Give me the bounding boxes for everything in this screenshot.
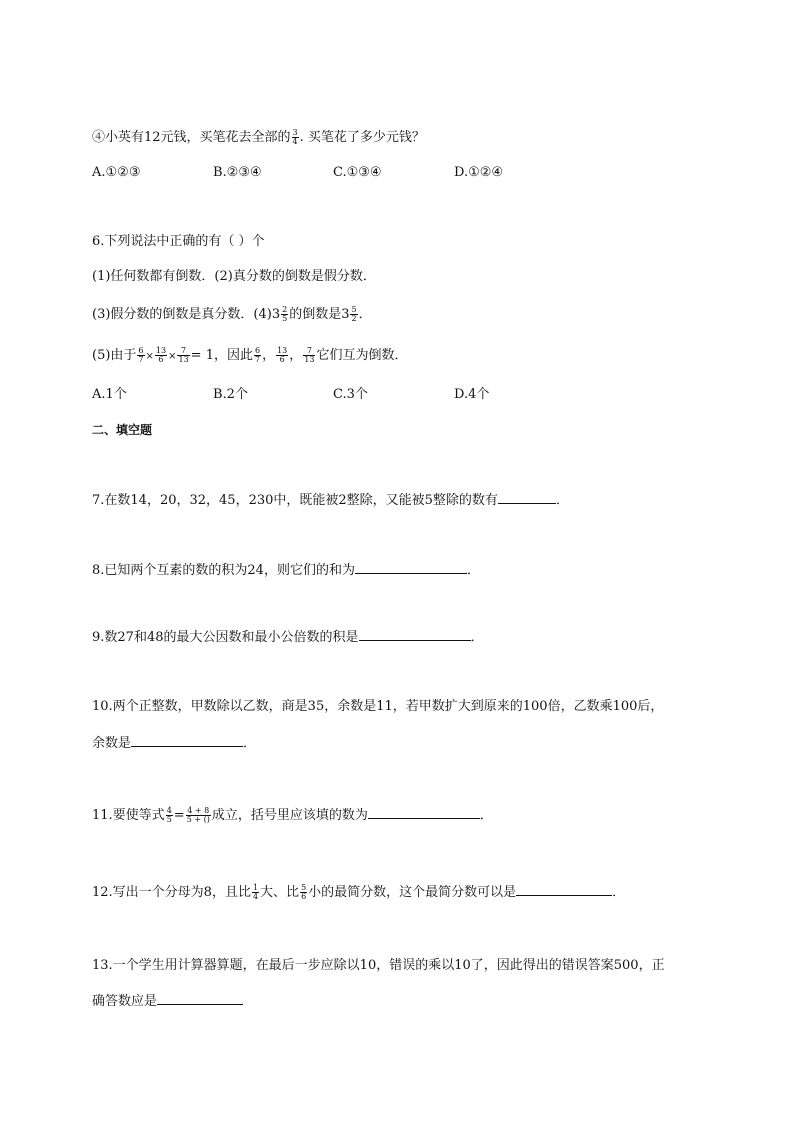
fraction: [254, 347, 261, 364]
text: ．: [479, 808, 493, 823]
q6-statement-3-4: [92, 306, 372, 324]
numerator: 7: [177, 347, 189, 356]
text: = 1，因此: [190, 348, 253, 363]
text: (3)假分数的倒数是真分数．(4)3: [92, 307, 281, 322]
q5-option-b: B.②③④: [213, 165, 262, 180]
q11: [92, 805, 493, 825]
numerator: 4 + 8: [187, 806, 210, 815]
q8: [92, 560, 480, 580]
numerator: 6: [254, 346, 261, 355]
text: ．: [555, 493, 569, 508]
q8-text: 8.已知两个互素的数的积为24，则它们的和为: [92, 563, 355, 578]
denominator: 5: [282, 314, 288, 323]
q6-option-d: D.4个: [454, 387, 490, 402]
q6-statement-5: [92, 347, 407, 366]
q11-text: 11.要使等式: [92, 808, 165, 823]
q5-option-c: C.①③④: [333, 165, 382, 180]
fraction: [186, 807, 211, 824]
q9-text: 9.数27和48的最大公因数和最小公倍数的积是: [92, 630, 359, 645]
q6-stem: 6.下列说法中正确的有（ ）个: [92, 234, 265, 249]
q5-option-a: A.①②③: [92, 165, 141, 180]
q6-option-a: A.1个: [92, 387, 127, 402]
fraction: [166, 807, 173, 824]
text: 的倒数是3: [289, 307, 350, 322]
fraction: [292, 129, 299, 146]
q9: [92, 627, 484, 647]
answer-blank[interactable]: [359, 627, 471, 641]
numerator: 5: [351, 305, 357, 314]
numerator: 5: [301, 883, 307, 892]
q10-line2: [92, 733, 256, 753]
text: 大、比: [260, 885, 300, 900]
q6-option-c: C.3个: [333, 387, 368, 402]
denominator: 4: [292, 137, 298, 146]
fraction: [300, 884, 307, 901]
denominator: 5 + (): [186, 815, 210, 824]
q6-statement-1-2: (1)任何数都有倒数．(2)真分数的倒数是假分数．: [92, 269, 376, 284]
q13-line2: [92, 991, 243, 1011]
text: 它们互为倒数．: [316, 348, 408, 363]
text: (5)由于: [92, 348, 137, 363]
q12: [92, 882, 625, 902]
numerator: 4: [166, 806, 172, 815]
q12-text: 12.写出一个分母为8，且比: [92, 885, 251, 900]
denominator: 6: [279, 355, 285, 364]
denominator: 13: [178, 355, 189, 364]
text: ，: [289, 348, 303, 363]
q10-line1: 10.两个正整数，甲数除以乙数，商是35，余数是11，若甲数扩大到原来的100倍，乙数乘100后，: [92, 699, 664, 714]
answer-blank[interactable]: [516, 882, 612, 896]
text: ．: [612, 885, 626, 900]
text: ．: [470, 630, 484, 645]
q7-text: 7.在数14，20，32，45，230中，既能被2整除，又能被5整除的数有: [92, 493, 498, 508]
times-sign: ×: [145, 351, 154, 362]
answer-blank[interactable]: [368, 805, 480, 819]
numerator: 6: [138, 346, 144, 355]
fraction: [350, 306, 357, 323]
q6-option-b: B.2个: [213, 387, 248, 402]
q5-item4-text: ④小英有12元钱，买笔花去全部的: [92, 130, 291, 145]
text: 小的最简分数，这个最简分数可以是: [308, 885, 517, 900]
numerator: 2: [282, 305, 288, 314]
denominator: 2: [351, 314, 357, 323]
fraction: [177, 347, 189, 364]
q7: [92, 490, 569, 510]
q13-line1: 13.一个学生用计算器算题，在最后一步应除以10，错误的乘以10了，因此得出的错误答案500，正: [92, 958, 665, 973]
numerator: 1: [252, 883, 259, 892]
q5-item4-text-end: . 买笔花了多少元钱？: [299, 130, 425, 145]
times-sign: ×: [168, 351, 177, 362]
text: 成立，括号里应该填的数为: [211, 808, 368, 823]
text: ．: [358, 307, 372, 322]
denominator: 6: [158, 355, 164, 364]
denominator: 7: [254, 355, 261, 364]
q5-item4: [92, 129, 425, 147]
q13-text: 确答数应是: [92, 994, 158, 1009]
denominator: 7: [138, 355, 144, 364]
answer-blank[interactable]: [131, 733, 243, 747]
fraction: [252, 884, 259, 901]
numerator: 13: [277, 346, 288, 355]
denominator: 13: [304, 355, 315, 364]
denominator: 5: [166, 815, 172, 824]
answer-blank[interactable]: [157, 991, 243, 1005]
answer-blank[interactable]: [355, 560, 467, 574]
text: ．: [243, 736, 257, 751]
denominator: 4: [252, 892, 259, 901]
equals-sign: =: [173, 808, 185, 823]
q10-text: 余数是: [92, 736, 132, 751]
numerator: 13: [155, 346, 167, 355]
fraction: [155, 347, 167, 364]
fraction: [137, 347, 144, 364]
fraction: [276, 347, 288, 364]
numerator: 3: [292, 128, 298, 137]
numerator: 7: [303, 347, 315, 356]
section-heading: 二、填空题: [92, 423, 153, 437]
denominator: 6: [301, 892, 307, 901]
text: ，: [262, 348, 276, 363]
q5-option-d: D.①②④: [454, 165, 504, 180]
fraction: [303, 347, 315, 364]
text: ．: [466, 563, 480, 578]
fraction: [281, 306, 288, 323]
answer-blank[interactable]: [498, 490, 556, 504]
